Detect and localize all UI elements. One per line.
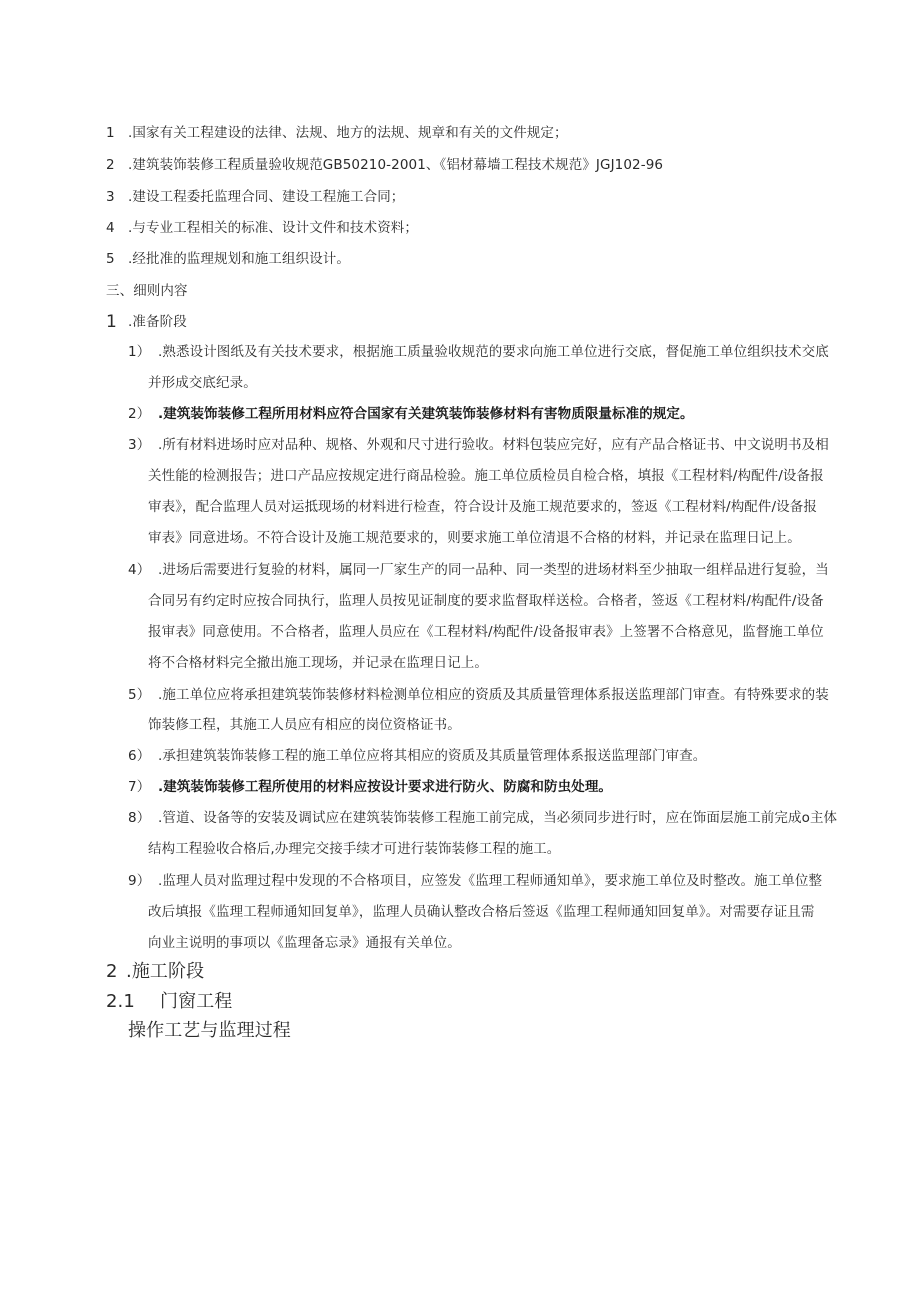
basis-num: 4	[106, 220, 115, 236]
item-num: 7）	[128, 779, 151, 795]
item-line: 合同另有约定时应按合同执行，监理人员按见证制度的要求监督取样送检。合格者，签返《工程材料/构配件/设备	[148, 593, 824, 609]
item-line: 饰装修工程，其施工人员应有相应的岗位资格证书。	[148, 717, 461, 733]
basis-text: .与专业工程相关的标准、设计文件和技术资料；	[128, 220, 418, 236]
item-line: .建筑装饰装修工程所使用的材料应按设计要求进行防火、防腐和防虫处理。	[158, 779, 613, 795]
section-num: 2.1	[106, 991, 135, 1012]
basis-text: .建筑装饰装修工程质量验收规范GB50210-2001、《铝材幕墙工程技术规范》JGJ102-96	[128, 157, 664, 173]
stage-title: .施工阶段	[126, 961, 205, 982]
item-num: 6）	[128, 748, 151, 764]
basis-num: 5	[106, 251, 115, 267]
basis-text: .国家有关工程建设的法律、法规、地方的法规、规章和有关的文件规定；	[128, 125, 568, 141]
stage-num: 1	[106, 312, 117, 332]
item-line: .管道、设备等的安装及调试应在建筑装饰装修工程施工前完成，当必须同步进行时，应在饰面层施工前完成o主体	[158, 810, 838, 826]
item-line: .监理人员对监理过程中发现的不合格项目，应签发《监理工程师通知单》，要求施工单位及时整改。施工单位整	[158, 873, 823, 889]
item-num: 9）	[128, 873, 151, 889]
item-line: .所有材料进场时应对品种、规格、外观和尺寸进行验收。材料包装应完好，应有产品合格证书、中文说明书及相	[158, 437, 829, 453]
item-line: 并形成交底纪录。	[148, 375, 257, 391]
item-line: .建筑装饰装修工程所用材料应符合国家有关建筑装饰装修材料有害物质限量标准的规定。	[158, 406, 694, 422]
stage-num: 2	[106, 961, 118, 982]
item-line: 审表》，配合监理人员对运抵现场的材料进行检查，符合设计及施工规范要求的，签返《工程材料/构配件/设备报	[148, 499, 817, 515]
item-num: 4）	[128, 562, 151, 578]
section-title: 门窗工程	[160, 991, 233, 1012]
stage-title: .准备阶段	[128, 314, 187, 330]
item-line: .进场后需要进行复验的材料，属同一厂家生产的同一品种、同一类型的进场材料至少抽取一组样品进行复验，当	[158, 562, 829, 578]
subheading: 操作工艺与监理过程	[128, 1020, 291, 1041]
item-line: .熟悉设计图纸及有关技术要求，根据施工质量验收规范的要求向施工单位进行交底，督促施工单位组织技术交底	[158, 344, 829, 360]
item-line: 报审表》同意使用。不合格者，监理人员应在《工程材料/构配件/设备报审表》上签署不合格意见，监督施工单位	[148, 624, 824, 640]
basis-text: .建设工程委托监理合同、建设工程施工合同；	[128, 189, 405, 205]
section-heading: 三、细则内容	[106, 283, 188, 299]
item-line: 改后填报《监理工程师通知回复单》，监理人员确认整改合格后签返《监理工程师通知回复单》。对需要存证且需	[148, 904, 815, 920]
item-line: 向业主说明的事项以《监理备忘录》通报有关单位。	[148, 935, 461, 951]
item-line: 关性能的检测报告；进口产品应按规定进行商品检验。施工单位质检员自检合格，填报《工程材料/构配件/设备报	[148, 468, 824, 484]
basis-num: 3	[106, 189, 115, 205]
item-num: 5）	[128, 687, 151, 703]
item-num: 1）	[128, 344, 151, 360]
item-line: 审表》同意进场。不符合设计及施工规范要求的，则要求施工单位清退不合格的材料，并记录在监理日记上。	[148, 530, 801, 546]
basis-text: .经批准的监理规划和施工组织设计。	[128, 251, 350, 267]
item-line: 结构工程验收合格后,办理完交接手续才可进行装饰装修工程的施工。	[148, 841, 561, 857]
item-line: .承担建筑装饰装修工程的施工单位应将其相应的资质及其质量管理体系报送监理部门审查。	[158, 748, 707, 764]
item-line: 将不合格材料完全撤出施工现场，并记录在监理日记上。	[148, 655, 488, 671]
item-line: .施工单位应将承担建筑装饰装修材料检测单位相应的资质及其质量管理体系报送监理部门审查。有特殊要求的装	[158, 687, 829, 703]
basis-num: 1	[106, 125, 115, 141]
item-num: 8）	[128, 810, 151, 826]
item-num: 3）	[128, 437, 151, 453]
basis-num: 2	[106, 157, 115, 173]
item-num: 2）	[128, 406, 151, 422]
